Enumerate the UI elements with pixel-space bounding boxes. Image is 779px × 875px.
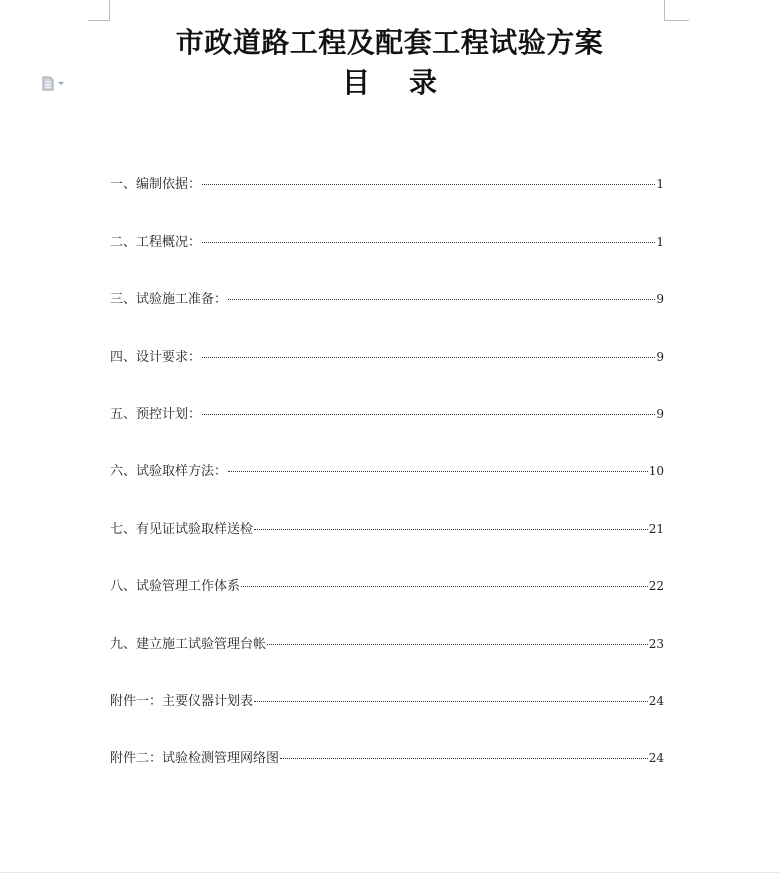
document-title: 市政道路工程及配套工程试验方案 — [175, 26, 604, 59]
toc-entry-label: 八、试验管理工作体系 — [110, 579, 241, 595]
toc-leader-dots — [202, 414, 655, 415]
toc-entry-label: 附件二：试验检测管理网络图 — [110, 751, 280, 767]
toc-entry-label: 一、编制依据： — [110, 177, 202, 193]
toc-entry-page: 1 — [656, 234, 664, 249]
toc-entry-page: 1 — [656, 177, 664, 192]
toc-entry-label: 五、预控计划： — [110, 406, 202, 422]
toc-entry-label: 二、工程概况： — [110, 234, 202, 250]
toc-entry[interactable] — [110, 423, 664, 480]
toc-entry-page: 9 — [656, 292, 664, 307]
toc-entry-label: 六、试验取样方法： — [110, 464, 228, 480]
crop-mark-top-right — [664, 0, 689, 21]
toc-entry-page: 9 — [656, 349, 664, 364]
toc-entry[interactable] — [110, 710, 664, 767]
toc-leader-dots — [228, 471, 648, 472]
toc-entry-page: 10 — [648, 464, 664, 479]
toc-entry[interactable] — [110, 366, 664, 423]
toc-entry[interactable] — [110, 308, 664, 365]
toc-heading: 目 录 — [342, 66, 437, 99]
toc-leader-dots — [202, 357, 655, 358]
toc-entry-page: 24 — [648, 693, 664, 708]
toc-leader-dots — [202, 184, 655, 185]
toc-leader-dots — [241, 586, 648, 587]
toc-entry-label: 附件一：主要仪器计划表 — [110, 693, 254, 709]
toc-entry-label: 九、建立施工试验管理台帐 — [110, 636, 267, 652]
toc-entry-label: 四、设计要求： — [110, 349, 202, 365]
toc-entry[interactable] — [110, 136, 664, 193]
toc-entry[interactable] — [110, 653, 664, 710]
toc-entry-page: 24 — [648, 751, 664, 766]
toc-entry-label: 三、试验施工准备： — [110, 292, 228, 308]
toc-entry-page: 22 — [648, 579, 664, 594]
toc-leader-dots — [202, 242, 655, 243]
toc-leader-dots — [280, 758, 648, 759]
toc-entry[interactable] — [110, 251, 664, 308]
toc-leader-dots — [228, 299, 655, 300]
crop-mark-top-left — [88, 0, 110, 21]
toc-entry-page: 9 — [656, 406, 664, 421]
table-of-contents — [110, 136, 664, 767]
toc-leader-dots — [254, 529, 648, 530]
toc-leader-dots — [267, 644, 648, 645]
toc-entry-page: 21 — [648, 521, 664, 536]
page-bottom-border — [0, 872, 779, 873]
toc-entry-page: 23 — [648, 636, 664, 651]
toc-leader-dots — [254, 701, 648, 702]
toc-entry[interactable] — [110, 538, 664, 595]
toc-entry-label: 七、有见证试验取样送检 — [110, 521, 254, 537]
toc-entry[interactable] — [110, 480, 664, 537]
toc-entry[interactable] — [110, 595, 664, 652]
toc-entry[interactable] — [110, 193, 664, 250]
